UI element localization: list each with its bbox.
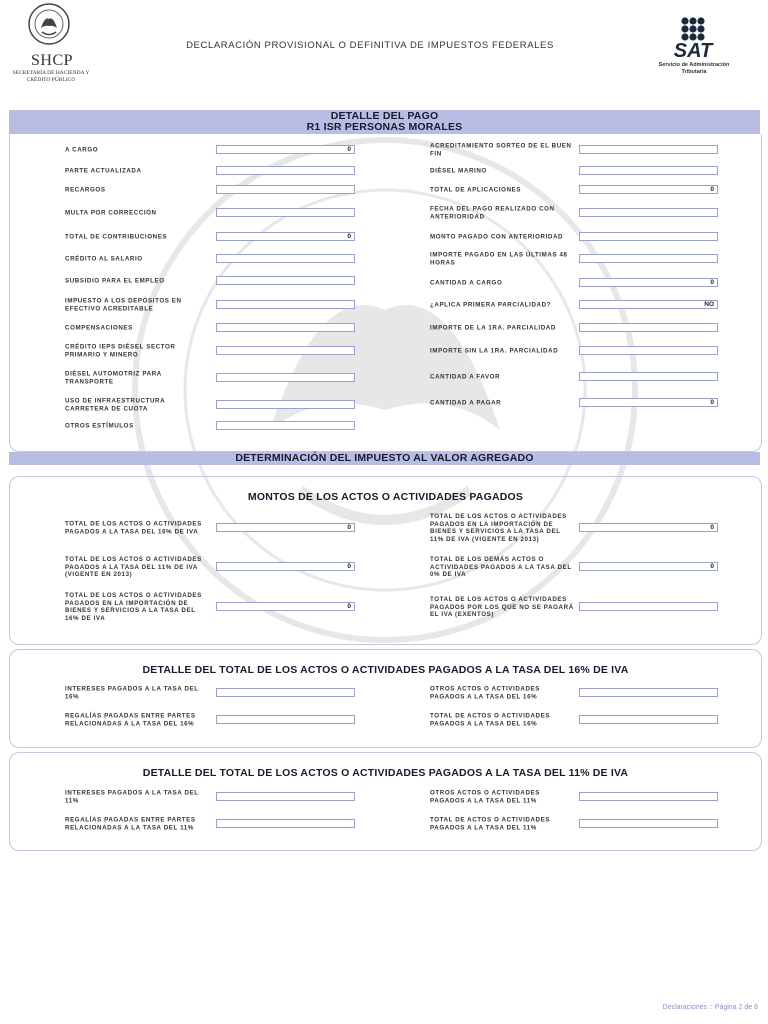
field-label: A CARGO (65, 146, 99, 154)
field-label: SUBSIDIO PARA EL EMPLEO (65, 277, 165, 285)
field-label: TOTAL DE CONTRIBUCIONES (65, 233, 168, 241)
field-input[interactable] (216, 254, 355, 263)
field-input[interactable] (216, 166, 355, 175)
field-input[interactable]: 0 (216, 602, 355, 611)
field-label: TOTAL DE LOS ACTOS O ACTIVIDADES PAGADOS EN LA IMPORTACIÓN DE BIENES Y SERVICIOS A LA TASA DEL 11% DE IVA (VIGENTE EN 2013) (430, 513, 567, 543)
field-input[interactable] (579, 145, 718, 154)
field-input[interactable] (216, 421, 355, 430)
field-input[interactable] (216, 276, 355, 285)
field-label: ¿APLICA PRIMERA PARCIALIDAD? (430, 301, 552, 309)
field-label: USO DE INFRAESTRUCTURA CARRETERA DE CUOTA (65, 397, 165, 412)
field-label: ACREDITAMIENTO SORTEO DE EL BUEN FIN (430, 142, 572, 157)
field-input[interactable] (579, 372, 718, 381)
field-label: MULTA POR CORRECCIÓN (65, 209, 157, 217)
sat-logo-icon (680, 16, 706, 42)
field-input[interactable]: 0 (579, 562, 718, 571)
field-input[interactable] (579, 208, 718, 217)
field-label: CANTIDAD A PAGAR (430, 399, 502, 407)
field-label: INTERESES PAGADOS A LA TASA DEL 16% (65, 685, 199, 700)
field-label: FECHA DEL PAGO REALIZADO CON ANTERIORIDAD (430, 205, 555, 220)
field-input[interactable] (216, 346, 355, 355)
field-label: CANTIDAD A CARGO (430, 279, 503, 287)
field-label: TOTAL DE ACTOS O ACTIVIDADES PAGADOS A LA TASA DEL 11% (430, 816, 551, 831)
field-input[interactable] (579, 323, 718, 332)
field-input[interactable] (216, 819, 355, 828)
field-label: RECARGOS (65, 186, 106, 194)
field-label: IMPORTE PAGADO EN LAS ÚLTIMAS 48 HORAS (430, 251, 568, 266)
field-input[interactable] (216, 300, 355, 309)
field-input[interactable] (579, 166, 718, 175)
field-label: TOTAL DE LOS ACTOS O ACTIVIDADES PAGADOS EN LA IMPORTACIÓN DE BIENES Y SERVICIOS A LA TASA DEL 16% DE IVA (65, 592, 202, 622)
field-input[interactable] (579, 254, 718, 263)
field-input[interactable] (579, 792, 718, 801)
field-label: OTROS ACTOS O ACTIVIDADES PAGADOS A LA TASA DEL 16% (430, 685, 540, 700)
field-label: IMPUESTO A LOS DEPÓSITOS EN EFECTIVO ACREDITABLE (65, 297, 182, 312)
shcp-logo-text: SHCP (30, 52, 74, 69)
field-input[interactable]: 0 (579, 523, 718, 532)
page-footer: Declaraciones :: Página 2 de 6 (662, 1004, 758, 1011)
section-title-line1: DETALLE DEL PAGO (330, 110, 439, 122)
field-input[interactable] (216, 373, 355, 382)
sat-logo-subtitle: Servicio de Administración Tributaria (658, 62, 730, 75)
field-label: IMPORTE SIN LA 1RA. PARCIALIDAD (430, 347, 559, 355)
shcp-logo-subtitle: SECRETARÍA DE HACIENDA Y CRÉDITO PÚBLICO (12, 70, 90, 83)
field-label: TOTAL DE APLICACIONES (430, 186, 522, 194)
field-input[interactable]: NO (579, 300, 718, 309)
field-label: COMPENSACIONES (65, 324, 133, 332)
field-label: INTERESES PAGADOS A LA TASA DEL 11% (65, 789, 199, 804)
field-input[interactable] (579, 688, 718, 697)
sat-logo-text: SAT (673, 40, 713, 62)
field-label: CRÉDITO AL SALARIO (65, 255, 143, 263)
detalle-16-title: DETALLE DEL TOTAL DE LOS ACTOS O ACTIVIDADES PAGADOS A LA TASA DEL 16% DE IVA (142, 664, 629, 676)
field-label: TOTAL DE LOS DEMÁS ACTOS O ACTIVIDADES PAGADOS A LA TASA DEL 0% DE IVA (430, 555, 572, 578)
detalle-11-title: DETALLE DEL TOTAL DE LOS ACTOS O ACTIVIDADES PAGADOS A LA TASA DEL 11% DE IVA (142, 767, 629, 779)
field-label: TOTAL DE LOS ACTOS O ACTIVIDADES PAGADOS A LA TASA DEL 16% DE IVA (65, 520, 202, 535)
field-input[interactable] (579, 819, 718, 828)
field-input[interactable]: 0 (216, 232, 355, 241)
shcp-seal-icon (27, 2, 71, 46)
field-input[interactable] (579, 602, 718, 611)
field-input[interactable] (216, 323, 355, 332)
section-header-detalle-pago (9, 110, 760, 134)
field-input[interactable] (216, 208, 355, 217)
field-label: DIÉSEL MARINO (430, 167, 487, 175)
field-label: CANTIDAD A FAVOR (430, 373, 501, 381)
field-label: TOTAL DE ACTOS O ACTIVIDADES PAGADOS A LA TASA DEL 16% (430, 712, 551, 727)
montos-title: MONTOS DE LOS ACTOS O ACTIVIDADES PAGADOS (247, 491, 524, 503)
field-label: REGALÍAS PAGADAS ENTRE PARTES RELACIONADAS A LA TASA DEL 16% (65, 712, 196, 727)
field-label: OTROS ACTOS O ACTIVIDADES PAGADOS A LA TASA DEL 11% (430, 789, 540, 804)
field-input[interactable]: 0 (579, 185, 718, 194)
section-header-iva: DETERMINACIÓN DEL IMPUESTO AL VALOR AGREGADO (9, 452, 760, 465)
field-input[interactable]: 0 (579, 278, 718, 287)
field-label: DIÉSEL AUTOMOTRIZ PARA TRANSPORTE (65, 370, 162, 385)
field-input[interactable] (579, 232, 718, 241)
field-input[interactable] (216, 185, 355, 194)
field-input[interactable]: 0 (216, 145, 355, 154)
document-title: DECLARACIÓN PROVISIONAL O DEFINITIVA DE IMPUESTOS FEDERALES (186, 40, 554, 51)
field-label: TOTAL DE LOS ACTOS O ACTIVIDADES PAGADOS A LA TASA DEL 11% DE IVA (VIGENTE EN 2013) (65, 555, 202, 578)
field-label: TOTAL DE LOS ACTOS O ACTIVIDADES PAGADOS POR LOS QUE NO SE PAGARÁ EL IVA (EXENTOS) (430, 595, 574, 618)
field-label: OTROS ESTÍMULOS (65, 422, 134, 430)
field-input[interactable]: 0 (216, 523, 355, 532)
field-input[interactable] (216, 688, 355, 697)
field-input[interactable] (579, 346, 718, 355)
field-label: CRÉDITO IEPS DIÉSEL SECTOR PRIMARIO Y MINERO (65, 343, 176, 358)
field-label: PARTE ACTUALIZADA (65, 167, 142, 175)
field-label: IMPORTE DE LA 1RA. PARCIALIDAD (430, 324, 556, 332)
field-input[interactable] (216, 792, 355, 801)
field-input[interactable] (216, 400, 355, 409)
field-label: REGALÍAS PAGADAS ENTRE PARTES RELACIONADAS A LA TASA DEL 11% (65, 816, 196, 831)
field-label: MONTO PAGADO CON ANTERIORIDAD (430, 233, 564, 241)
field-input[interactable]: 0 (579, 398, 718, 407)
field-input[interactable] (579, 715, 718, 724)
field-input[interactable] (216, 715, 355, 724)
field-input[interactable]: 0 (216, 562, 355, 571)
section-title-line2: R1 ISR PERSONAS MORALES (306, 121, 463, 133)
